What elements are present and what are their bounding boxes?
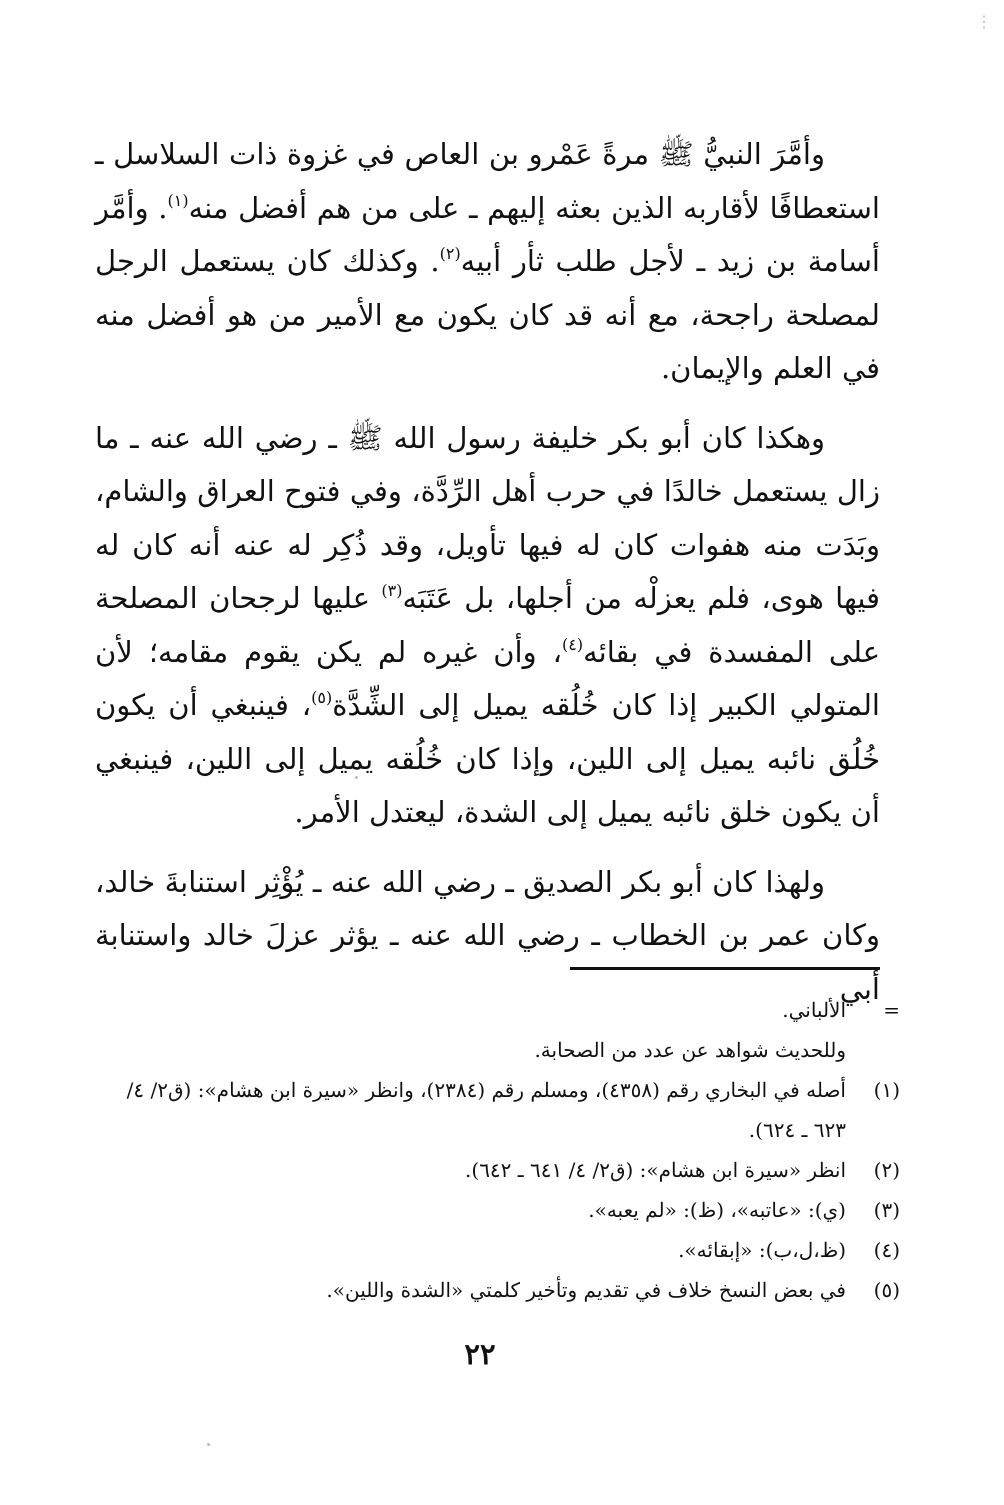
footnote-number: (٥): [873, 1278, 900, 1302]
paragraph-text: وهكذا كان أبو بكر خليفة رسول الله ﷺ ـ رضي الله عنه ـ ما زال يستعمل خالدًا في حرب أهل الرِّدَّة، وفي فتوح العراق والشام، وبَدَت منه هفوات كان له فيها تأويل، وقد ذُكِر له عنه أنه كان له فيها هوى، فلم يعزلْه من أجلها، بل عَتَبَه: [95, 420, 880, 615]
footnote-reference: (٣): [381, 581, 403, 600]
paragraph-text: عليها لرجحان المصلحة على المفسدة في بقائه: [95, 581, 880, 669]
paragraph-text: ولهذا كان أبو بكر الصديق ـ رضي الله عنه ـ يُؤْثِر استنابةَ خالد، وكان عمر بن الخطاب ـ رضي الله عنه ـ يؤثر عزلَ خالد واستنابة أبي: [95, 864, 880, 1006]
footnote-5: [95, 1270, 900, 1310]
footnote-continuation: [95, 990, 900, 1030]
footnote-3: [95, 1190, 900, 1230]
page-number: ٢٢: [464, 1337, 496, 1371]
footnote-divider: [570, 967, 880, 970]
footnote-number: (٢): [873, 1158, 900, 1182]
footnote-number: (١): [873, 1078, 900, 1102]
paragraph-text: . وأمَّر أسامة بن زيد ـ لأجل طلب ثأر أبيه: [95, 190, 880, 278]
footnote-text: (ي): «عاتبه»، (ظ): «لم يعبه».: [588, 1198, 846, 1222]
footnote-reference: (١): [167, 190, 189, 210]
footnote-text: وللحديث شواهد عن عدد من الصحابة.: [534, 1038, 846, 1062]
footnote-text: انظر «سيرة ابن هشام»: (ق٢/ ٤/ ٦٤١ ـ ٦٤٢).: [465, 1158, 846, 1182]
footnote-reference: (٤): [561, 634, 584, 654]
paragraph-1: [95, 128, 880, 396]
scan-speck: [355, 776, 358, 779]
paragraph-text: ، فينبغي أن يكون خُلُق نائبه يميل إلى اللين، وإذا كان خُلُقه يميل إلى اللين، فينبغي أن يكون خلق نائبه يميل إلى الشدة، ليعتدل الأمر.: [95, 688, 880, 829]
paragraph-text: وأمَّرَ النبيُّ ﷺ مرةً عَمْرو بن العاص في غزوة ذات السلاسل ـ استعطافًا لأقاربه الذين بعثه إليهم ـ على من هم أفضل منه: [95, 137, 880, 225]
footnote-text: الألباني.: [782, 998, 846, 1022]
footnote-1: [95, 1070, 900, 1150]
footnote-text: في بعض النسخ خلاف في تقديم وتأخير كلمتي «الشدة واللين».: [326, 1278, 846, 1302]
footnote-reference: (٢): [439, 244, 461, 263]
footnote-4: [95, 1230, 900, 1270]
footnote-reference: (٥): [311, 688, 333, 707]
paragraph-2: [95, 412, 880, 840]
footnote-2: [95, 1150, 900, 1190]
footnote-text: (ظ،ل،ب): «إبقائه».: [678, 1238, 846, 1262]
scan-speck: [207, 1443, 210, 1446]
paragraph-text: ، وأن غيره لم يكن يقوم مقامه؛ لأن المتولي الكبير إذا كان خُلُقه يميل إلى الشِّدَّة: [95, 634, 880, 722]
footnote-number: (٤): [873, 1238, 900, 1262]
footnote-marker: =: [883, 998, 900, 1022]
footnote-text: أصله في البخاري رقم (٤٣٥٨)، ومسلم رقم (٢٣٨٤)، وانظر «سيرة ابن هشام»: (ق٢/ ٤/ ٦٢٣ ـ ٦٢٤).: [126, 1078, 846, 1142]
scan-corner-mark: ⋮: [976, 12, 992, 31]
footnote-continuation-2: [95, 1030, 900, 1070]
main-text: [95, 128, 880, 1016]
footnote-number: (٣): [873, 1198, 900, 1222]
paragraph-text: . وكذلك كان يستعمل الرجل لمصلحة راجحة، مع أنه قد كان يكون مع الأمير من هو أفضل منه في العلم والإيمان.: [95, 244, 880, 385]
footnotes: [95, 990, 900, 1310]
